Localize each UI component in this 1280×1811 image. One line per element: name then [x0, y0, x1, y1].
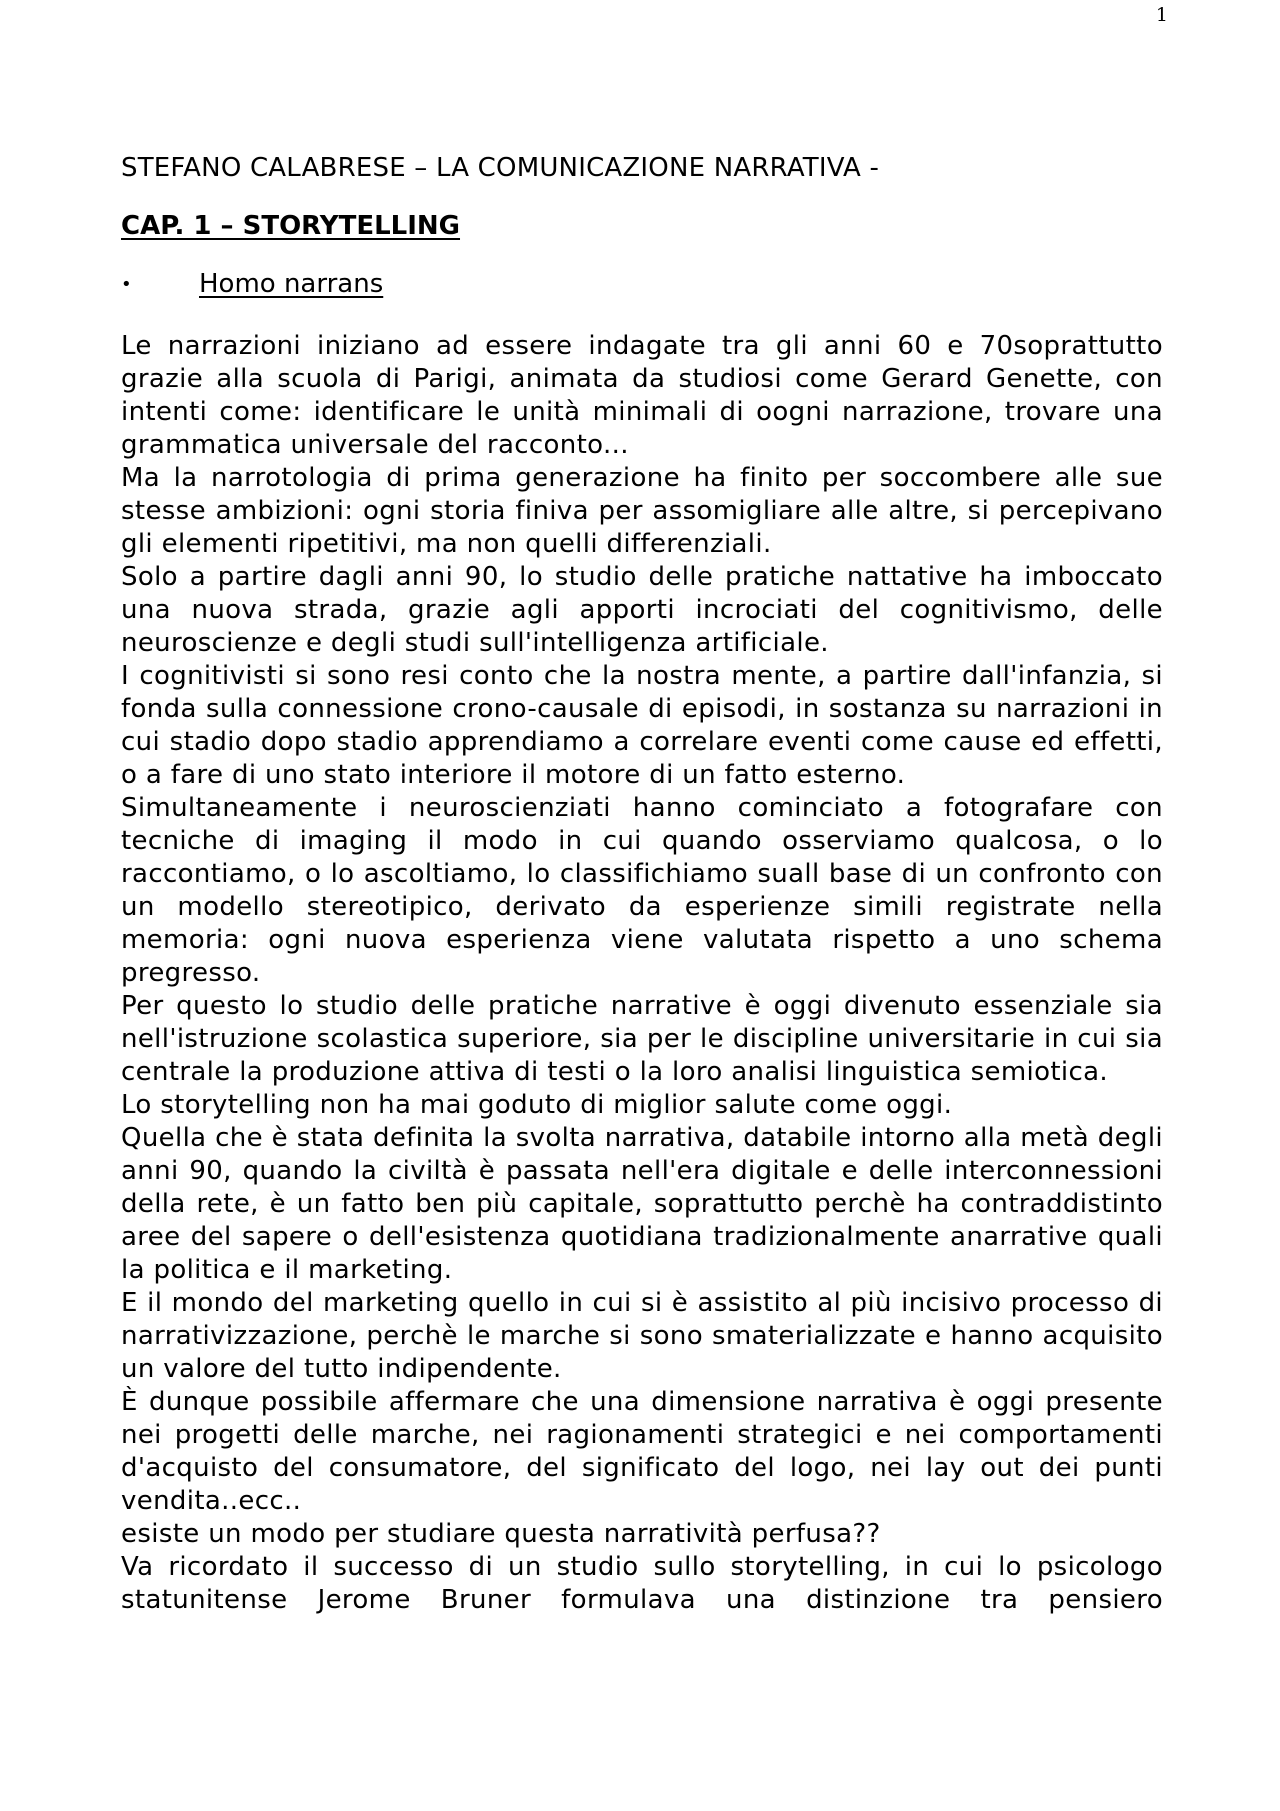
paragraph: Lo storytelling non ha mai goduto di miglior salute come oggi. — [121, 1090, 953, 1120]
bullet-icon: • — [121, 274, 132, 295]
page-number: 1 — [1155, 4, 1168, 26]
section-heading-text: Homo narrans — [199, 269, 384, 299]
paragraph: esiste un modo per studiare questa narratività perfusa?? — [121, 1519, 881, 1549]
paragraph: Per questo lo studio delle pratiche narrative è oggi divenuto essenziale sia nell'istruzione scolastica superiore, sia per le discipline universitarie in cui sia centrale la produzione attiva di testi o la loro analisi linguistica semiotica. — [121, 991, 1163, 1087]
paragraph: E il mondo del marketing quello in cui si è assistito al più incisivo processo di narrativizzazione, perchè le marche si sono smaterializzate e hanno acquisito un valore del tutto indipendente. — [121, 1288, 1163, 1384]
paragraph: Simultaneamente i neuroscienziati hanno cominciato a fotografare con tecniche di imaging il modo in cui quando osserviamo qualcosa, o lo raccontiamo, o lo ascoltiamo, lo classifichiamo suall base di un confronto con un modello stereotipico, derivato da esperienze simili registrate nella memoria: ogni nuova esperienza viene valutata rispetto a uno schema pregresso. — [121, 793, 1163, 988]
paragraph: I cognitivisti si sono resi conto che la nostra mente, a partire dall'infanzia, si fonda sulla connessione crono-causale di episodi, in sostanza su narrazioni in cui stadio dopo stadio apprendiamo a correlare eventi come cause ed effetti, o a fare di uno stato interiore il motore di un fatto esterno. — [121, 661, 1163, 790]
chapter-title: CAP. 1 – STORYTELLING — [121, 211, 461, 241]
paragraph: Quella che è stata definita la svolta narrativa, databile intorno alla metà degli anni 90, quando la civiltà è passata nell'era digitale e delle interconnessioni della rete, è un fatto ben più capitale, soprattutto perchè ha contraddistinto aree del sapere o dell'esistenza quotidiana tradizionalmente anarrative quali la politica e il marketing. — [121, 1123, 1163, 1285]
body-text — [121, 330, 1163, 1617]
paragraph: Va ricordato il successo di un studio sullo storytelling, in cui lo psicologo statunitense Jerome Bruner formulava una distinzione tra pensiero — [121, 1552, 1163, 1615]
document-title: STEFANO CALABRESE – LA COMUNICAZIONE NARRATIVA - — [121, 153, 880, 183]
section-heading — [121, 269, 383, 299]
paragraph: Solo a partire dagli anni 90, lo studio delle pratiche nattative ha imboccato una nuova strada, grazie agli apporti incrociati del cognitivismo, delle neuroscienze e degli studi sull'intelligenza artificiale. — [121, 562, 1163, 658]
paragraph: Ma la narrotologia di prima generazione ha finito per soccombere alle sue stesse ambizioni: ogni storia finiva per assomigliare alle altre, si percepivano gli elementi ripetitivi, ma non quelli differenziali. — [121, 463, 1163, 559]
paragraph: È dunque possibile affermare che una dimensione narrativa è oggi presente nei progetti delle marche, nei ragionamenti strategici e nei comportamenti d'acquisto del consumatore, del significato del logo, nei lay out dei punti vendita..ecc.. — [121, 1387, 1163, 1516]
paragraph: Le narrazioni iniziano ad essere indagate tra gli anni 60 e 70soprattutto grazie alla scuola di Parigi, animata da studiosi come Gerard Genette, con intenti come: identificare le unità minimali di oogni narrazione, trovare una grammatica universale del racconto... — [121, 331, 1163, 460]
